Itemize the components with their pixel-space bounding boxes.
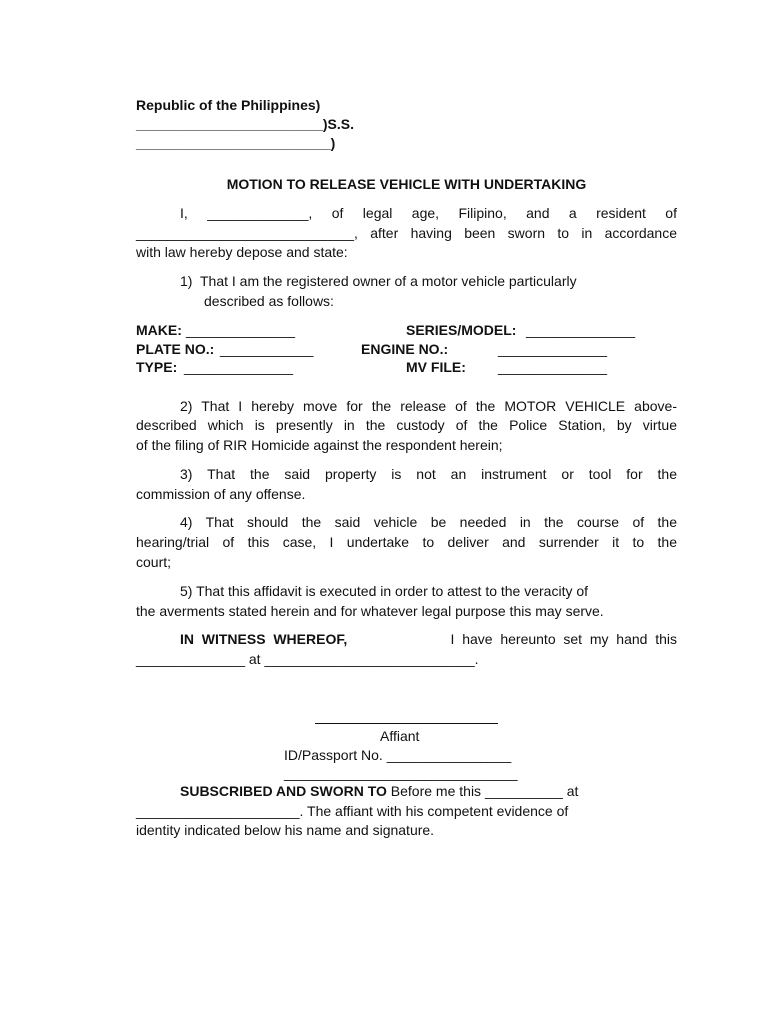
witness-bold: IN WITNESS WHEREOF, [180,631,348,647]
jurat-line-3: identity indicated below his name and signature. [136,822,435,838]
item3-line-2: commission of any offense. [136,486,306,502]
id-passport-line: ID/Passport No. ________________ [284,747,512,763]
item4-line-2: hearing/trial of this case, I undertake to deliver and surrender it to the [136,534,677,550]
plate-blank: ____________ [220,341,314,357]
witness-line-1 [180,630,677,648]
intro-line-2: ____________________________, after having been sworn to in accordance [136,225,677,241]
jurat-line-2: _____________________. The affiant with his competent evidence of [136,803,569,819]
intro-line-3: with law hereby depose and state: [136,244,348,260]
series-blank: ______________ [526,322,636,338]
type-label: TYPE: [136,359,178,375]
signature-line [315,723,498,724]
intro-line-1: I, _____________, of legal age, Filipino, and a resident of [180,205,677,221]
mvfile-label: MV FILE: [406,359,466,375]
witness-rest: I have hereunto set my hand this [442,631,677,647]
jurat-rest: Before me this __________ at [386,783,579,799]
item2-line-1: 2) That I hereby move for the release of the MOTOR VEHICLE above- [180,398,677,414]
item2-line-3: of the filing of RIR Homicide against the respondent herein; [136,437,503,453]
witness-line-2: ______________ at ___________________________. [136,651,479,667]
make-label: MAKE: [136,322,182,338]
item5-line-1: 5) That this affidavit is executed in order to attest to the veracity of [180,583,589,599]
item5-line-2: the averments stated herein and for whatever legal purpose this may serve. [136,603,604,619]
item4-line-3: court; [136,554,172,570]
item1-line-2: described as follows: [204,293,334,309]
series-label: SERIES/MODEL: [406,322,517,338]
jurat-bold: SUBSCRIBED AND SWORN TO [180,783,387,799]
item4-line-1: 4) That should the said vehicle be needed in the course of the [180,514,677,530]
jurat-line-1 [180,782,578,800]
affiant-label: Affiant [380,728,420,744]
mvfile-blank: ______________ [498,359,608,375]
engine-label: ENGINE NO.: [361,341,449,357]
item1-line-1: 1) That I am the registered owner of a motor vehicle particularly [180,273,577,289]
item3-line-1: 3) That the said property is not an instrument or tool for the [180,466,677,482]
plate-label: PLATE NO.: [136,341,215,357]
header-blank-line: _________________________) [136,135,336,151]
signature-blank-line: ______________________________ [284,765,518,781]
header-ss-line: ________________________)S.S. [136,116,354,132]
item2-line-2: described which is presently in the custody of the Police Station, by virtue [136,417,677,433]
document-title: MOTION TO RELEASE VEHICLE WITH UNDERTAKING [226,176,587,192]
type-blank: ______________ [184,359,294,375]
make-blank: ______________ [186,322,296,338]
engine-blank: ______________ [498,341,608,357]
header-republic: Republic of the Philippines) [136,97,321,113]
